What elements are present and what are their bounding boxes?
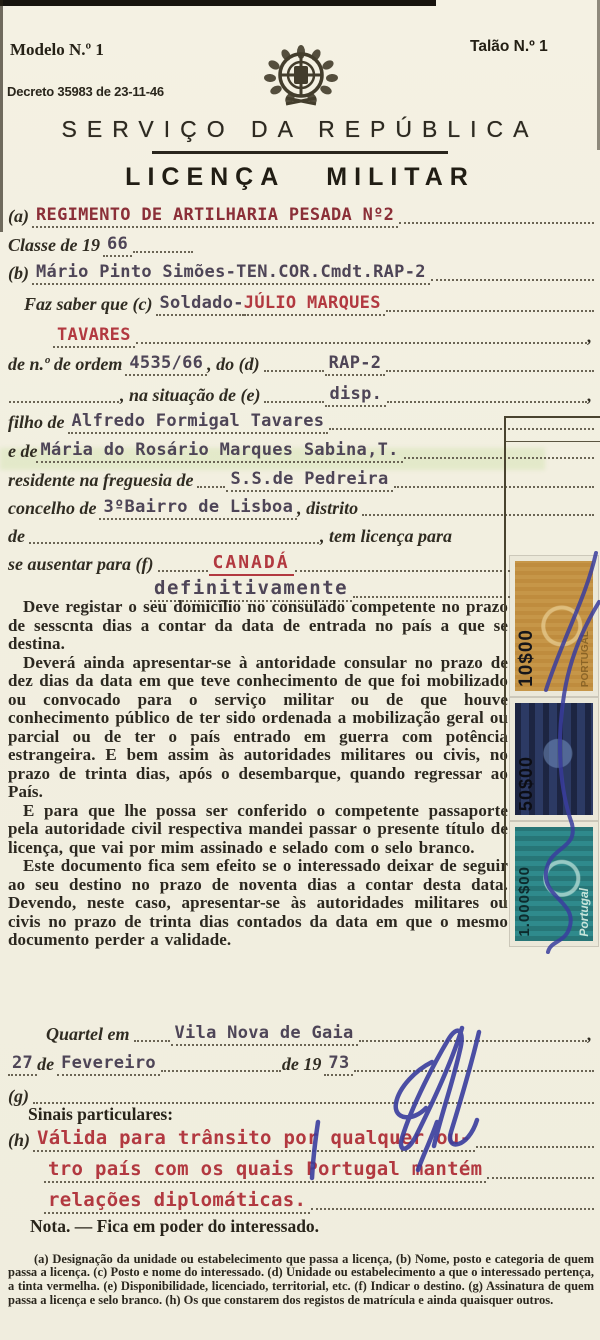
sinais-particulares-label: Sinais particulares: — [28, 1104, 174, 1124]
dotted-rule — [264, 401, 324, 403]
unit-value: REGIMENTO DE ARTILHARIA PESADA Nº2 — [32, 205, 398, 228]
de-label: de — [8, 526, 25, 546]
classe-label: Classe de 19 — [8, 235, 100, 255]
mother-name-value: Mária do Rosário Marques Sabina,T. — [36, 440, 402, 463]
form-line-quartel — [8, 1020, 595, 1046]
de-19-label: de 19 — [281, 1054, 322, 1074]
licenca-militar-title: LICENÇA MILITAR — [125, 163, 475, 191]
dotted-rule — [134, 1040, 170, 1042]
marker-a: (a) — [8, 206, 29, 226]
rank-value: Soldado- — [156, 293, 244, 316]
year-value: 73 — [324, 1053, 353, 1076]
paragraph-validade: Este documento fica sem efeito se o interessado deixar de seguir ao seu destino no prazo de noventa dias a contar desta data. Devendo, neste caso, apresentar-se às autoridades militares ou civis no prazo de trinta dias contados da data em que o mesmo documento perder a validade. — [8, 856, 508, 949]
definitivamente-value: definitivamente — [150, 577, 352, 602]
form-line-situacao — [8, 381, 595, 407]
dotted-rule — [487, 1177, 594, 1179]
concelho-label: concelho de — [8, 498, 97, 518]
transit-note-line3: relações diplomáticas. — [44, 1189, 310, 1214]
destination-value: CANADÁ — [209, 552, 294, 576]
form-line-ordem — [8, 350, 595, 376]
dotted-rule — [386, 310, 594, 312]
talao-number-label: Talão N.º 1 — [470, 38, 548, 55]
form-line-freguesia — [8, 466, 595, 492]
dotted-rule — [387, 401, 586, 403]
distrito-suffix-label: , distrito — [297, 498, 359, 518]
transit-note-line2: tro país com os quais Portugal mantém — [44, 1158, 486, 1183]
form-line-concelho — [8, 494, 595, 520]
classe-value: 66 — [103, 234, 132, 257]
title-rule — [152, 151, 448, 154]
tem-licenca-label: , tem licença para — [320, 526, 452, 546]
form-line-classe — [8, 231, 595, 257]
marker-b: (b) — [8, 263, 29, 283]
dotted-rule — [158, 570, 208, 572]
dotted-rule — [161, 1070, 281, 1072]
dotted-rule — [9, 401, 119, 403]
faz-saber-label: Faz saber que (c) — [24, 294, 153, 314]
stamp-country: PORTUGAL — [580, 630, 591, 687]
comma: , — [587, 385, 592, 405]
dotted-rule — [399, 222, 594, 224]
dotted-rule — [359, 1040, 587, 1042]
day-value: 27 — [8, 1053, 37, 1076]
dotted-rule — [133, 251, 193, 253]
stamp-column-divider — [504, 416, 506, 908]
form-line-date — [8, 1050, 595, 1076]
legal-text-block — [8, 598, 508, 950]
dotted-rule — [394, 486, 594, 488]
stamp-value: 1.000$00 — [516, 866, 533, 937]
ordem-label: de n.º de ordem — [8, 354, 123, 374]
footnote-text: (a) Designação da unidade ou estabelecimento que passa a licença, (b) Nome, posto e categoria de quem passa a licença. (c) Posto e nome do interessado. (d) Unidade ou estabelecimento a que o interessado pertença, a tinta vermelha. (e) Disponibilidade, licenciado, territorial, etc. (f) Indicar o destino. (g) Assinatura de quem passa a licença e selo branco. (h) Os que constarem dos registos de matrícula e ainda quaisquer outros. — [8, 1251, 594, 1307]
surname-value: TAVARES — [53, 325, 135, 348]
mae-label: e de — [8, 441, 38, 461]
dotted-rule — [431, 279, 594, 281]
dotted-rule — [354, 1070, 594, 1072]
situacao-label: , na situação de (e) — [120, 385, 261, 405]
concelho-value: 3ºBairro de Lisboa — [99, 497, 297, 520]
de-label: de — [37, 1054, 55, 1074]
scan-top-edge — [0, 0, 436, 6]
form-line-surname — [8, 322, 595, 348]
stamp-column-top-rule — [504, 416, 600, 418]
form-line-destino — [8, 550, 595, 576]
transit-note-line1: Válida para trânsito por qualquer ou- — [33, 1127, 475, 1152]
ordem-value: 4535/66 — [125, 353, 207, 376]
fiscal-stamp-50 — [510, 698, 598, 820]
dotted-rule — [136, 342, 587, 344]
unit-short-value: RAP-2 — [325, 353, 386, 376]
ausentar-label: se ausentar para (f) — [8, 554, 154, 574]
freguesia-label: residente na freguesia de — [8, 470, 194, 490]
stamp-value: 10$00 — [516, 629, 537, 687]
fiscal-stamp-1000 — [510, 822, 598, 946]
form-line-distrito — [8, 522, 595, 548]
month-value: Fevereiro — [57, 1053, 160, 1076]
stamp-column-second-rule — [506, 441, 600, 442]
filho-label: filho de — [8, 412, 65, 432]
dotted-rule — [476, 1146, 594, 1148]
form-line-h2 — [8, 1157, 595, 1183]
dotted-rule — [404, 457, 594, 459]
nota-label: Nota. — Fica em poder do interessado. — [30, 1216, 320, 1236]
freguesia-value: S.S.de Pedreira — [226, 469, 392, 492]
stamp-country: Portugal — [577, 888, 591, 937]
situacao-value: disp. — [325, 384, 386, 407]
form-line-filho — [8, 408, 595, 434]
paragraph-domicilio: Deve registar o seu domicílio no consulado competente no prazo de sesscnta dias a contar da data de entrada no país a que se destina. — [8, 597, 508, 653]
quartel-label: Quartel em — [46, 1024, 130, 1044]
dotted-rule — [264, 370, 324, 372]
dotted-rule — [329, 428, 594, 430]
father-name-value: Alfredo Formigal Tavares — [68, 411, 329, 434]
dotted-rule — [362, 514, 594, 516]
paragraph-apresentacao: Deverá ainda apresentar-se à antoridade consular no prazo de dez dias da data em que teve conhecimento de que foi mobilizado ou convocado para o serviço militar ou de que houve conhecimento público de ter sido ordenada a mobilização geral ou parcial ou de ter o país entrado em guerra com potência estrangeira. E bem assim às autoridades militares ou civis, no prazo de trinta dias, após o desembarque, quando regressar ao País. — [8, 652, 508, 801]
marker-g: (g) — [8, 1086, 29, 1106]
do-label: , do (d) — [207, 354, 260, 374]
comma: , — [587, 1024, 592, 1044]
holder-name-value: JÚLIO MARQUES — [244, 293, 385, 316]
dotted-rule — [311, 1208, 594, 1210]
quartel-value: Vila Nova de Gaia — [171, 1023, 358, 1046]
form-line-b — [8, 259, 595, 285]
service-da-republica-title: SERVIÇO DA REPÚBLICA — [61, 116, 539, 142]
issuer-value: Mário Pinto Simões-TEN.COR.Cmdt.RAP-2 — [32, 262, 430, 285]
portugal-coat-of-arms-icon — [256, 40, 346, 114]
form-line-a — [8, 202, 595, 228]
paragraph-passaporte: E para que lhe possa ser conferido o competente passaporte pela autoridade civil respectiva mandei passar o presente título de licença, que vai por mim assinado e selado com o selo branco. — [8, 800, 508, 857]
comma: , — [587, 326, 592, 346]
marker-h: (h) — [8, 1130, 30, 1150]
decree-label: Decreto 35983 de 23-11-46 — [7, 84, 164, 99]
dotted-rule — [386, 370, 594, 372]
fiscal-stamp-10 — [510, 556, 598, 696]
form-line-h1 — [8, 1126, 595, 1152]
dotted-rule — [197, 486, 225, 488]
model-number-label: Modelo N.º 1 — [10, 40, 104, 59]
form-line-h3 — [8, 1188, 595, 1214]
dotted-rule — [29, 542, 319, 544]
stamp-value: 50$00 — [516, 755, 536, 811]
form-line-faz-saber — [8, 290, 595, 316]
